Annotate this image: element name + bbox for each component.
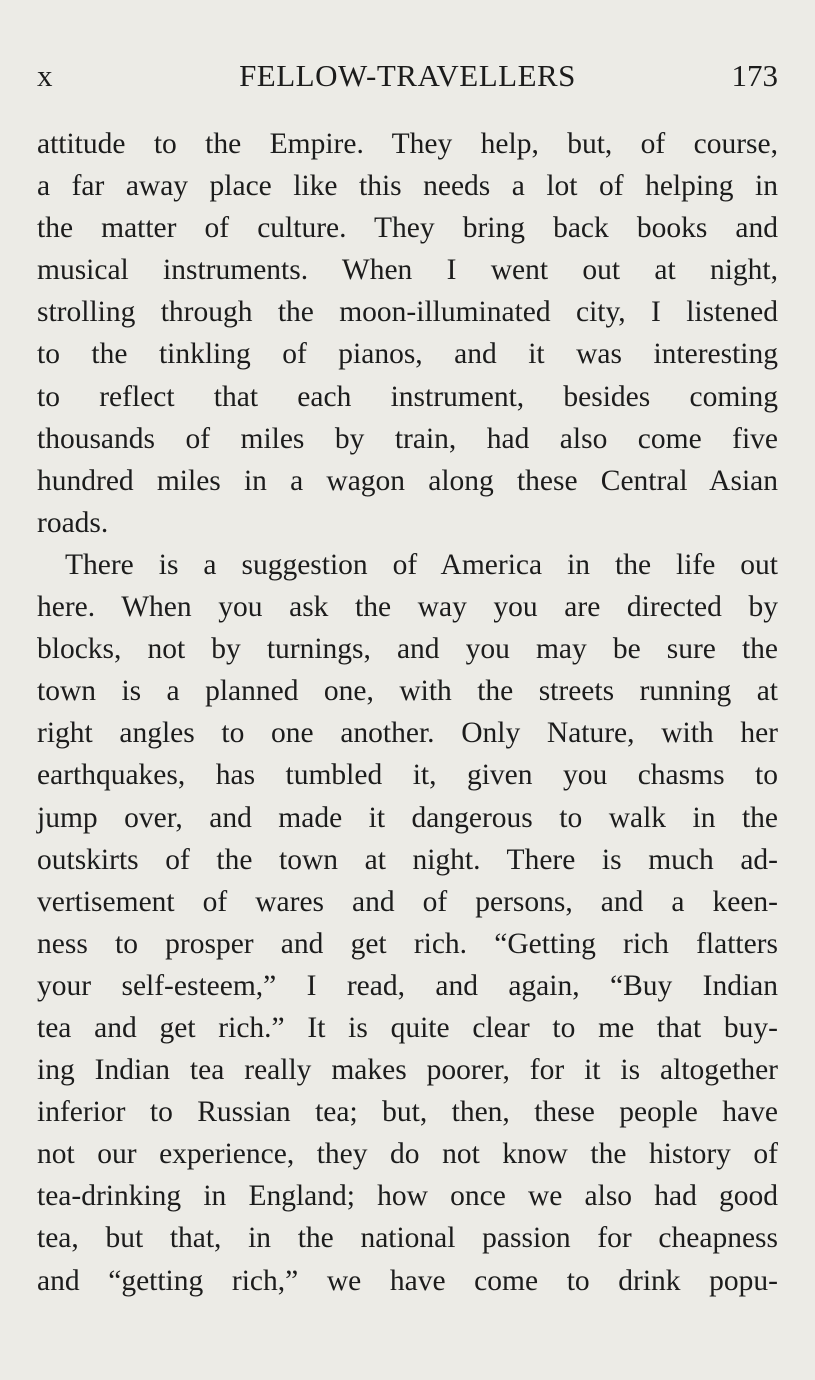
text-line: a far away place like this needs a lot of helping in (37, 170, 778, 203)
page-header (37, 54, 778, 98)
text-line: musical instruments. When I went out at night, (37, 254, 778, 287)
text-line: town is a planned one, with the streets running at (37, 675, 778, 708)
text-line: to the tinkling of pianos, and it was interesting (37, 338, 778, 371)
text-line: right angles to one another. Only Nature, with her (37, 717, 778, 750)
text-line: and “getting rich,” we have come to drink popu- (37, 1264, 778, 1297)
text-line: blocks, not by turnings, and you may be sure the (37, 633, 778, 666)
text-line: to reflect that each instrument, besides coming (37, 380, 778, 413)
text-line: jump over, and made it dangerous to walk in the (37, 801, 778, 834)
text-line: attitude to the Empire. They help, but, of course, (37, 128, 778, 160)
text-line: tea and get rich.” It is quite clear to me that buy- (37, 1011, 778, 1044)
page-number: 173 (731, 58, 778, 93)
text-line: here. When you ask the way you are directed by (37, 591, 778, 624)
text-line: tea-drinking in England; how once we also had good (37, 1180, 778, 1213)
text-line: tea, but that, in the national passion for cheapness (37, 1222, 778, 1255)
text-line: vertisement of wares and of persons, and a keen- (37, 885, 778, 918)
text-line: earthquakes, has tumbled it, given you chasms to (37, 759, 778, 792)
text-line: inferior to Russian tea; but, then, these people have (37, 1096, 778, 1129)
text-line: There is a suggestion of America in the life out (65, 548, 778, 581)
chapter-number: x (37, 58, 53, 93)
text-line: strolling through the moon-illuminated city, I listened (37, 296, 778, 329)
text-line: the matter of culture. They bring back books and (37, 212, 778, 245)
body-text (37, 123, 778, 1302)
text-line: hundred miles in a wagon along these Central Asian (37, 464, 778, 497)
text-line: thousands of miles by train, had also come five (37, 422, 778, 455)
text-line: ness to prosper and get rich. “Getting rich flatters (37, 927, 778, 960)
text-line: not our experience, they do not know the history of (37, 1138, 778, 1171)
running-title: FELLOW-TRAVELLERS (239, 58, 576, 93)
text-line: outskirts of the town at night. There is much ad- (37, 843, 778, 876)
text-line: roads. (37, 506, 109, 539)
text-line: ing Indian tea really makes poorer, for it is altogether (37, 1054, 778, 1087)
text-line: your self-esteem,” I read, and again, “Buy Indian (37, 969, 778, 1002)
